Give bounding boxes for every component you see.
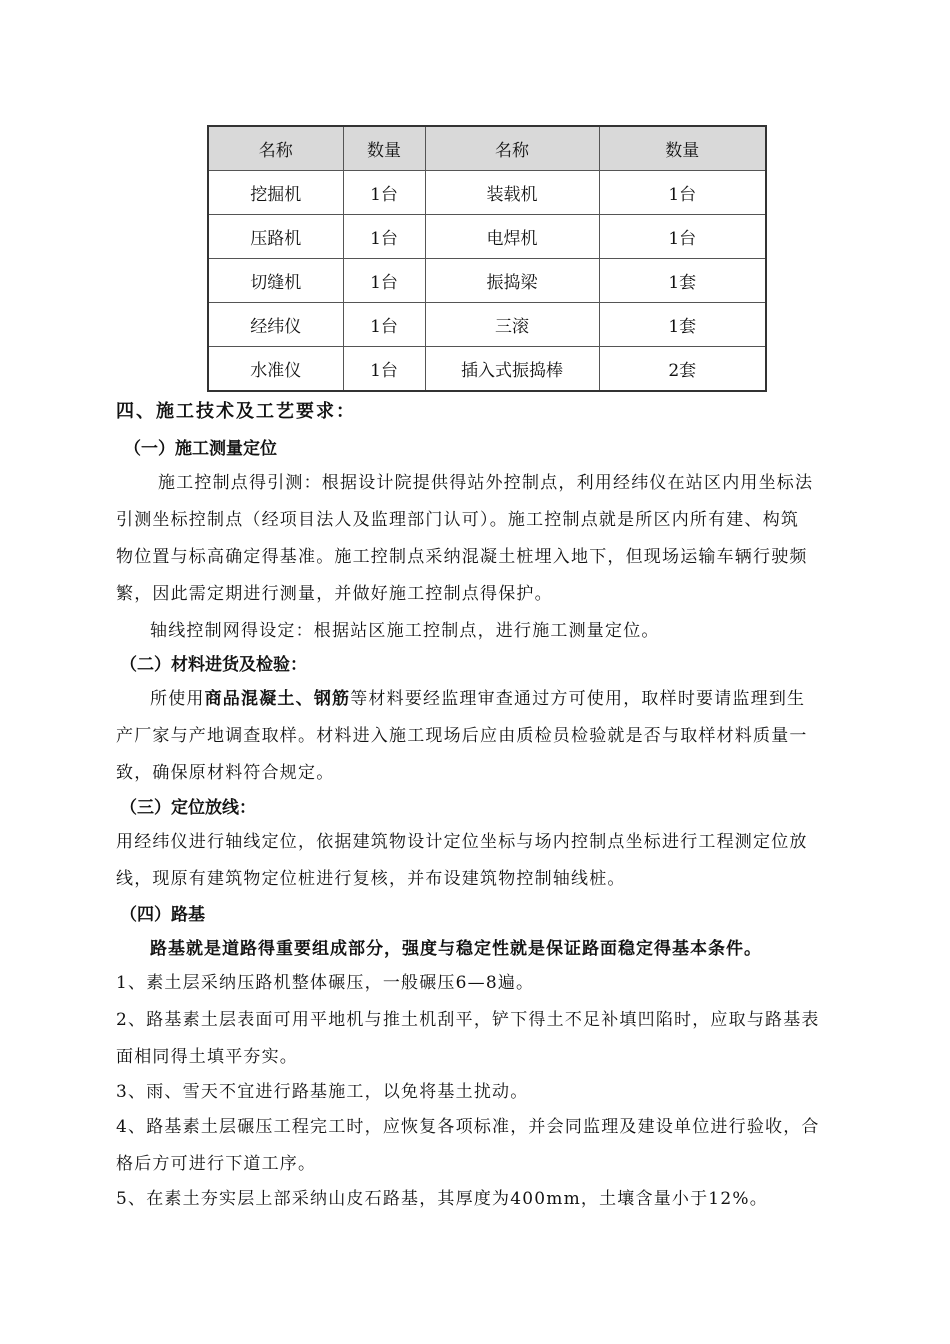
list-item: 5、在素土夯实层上部采纳山皮石路基，其厚度为400mm，土壤含量小于12%。 — [116, 1189, 768, 1209]
bold-keyword: 钢筋 — [313, 689, 351, 709]
table-cell: 1台 — [599, 215, 766, 259]
subsection-title-materials: （二）材料进货及检验： — [120, 655, 307, 675]
paragraph-line: 轴线控制网得设定：根据站区施工控制点，进行施工测量定位。 — [150, 621, 660, 641]
header-qty-1: 数量 — [343, 126, 425, 171]
subsection-title-subgrade: （四）路基 — [120, 905, 205, 925]
text-run: 所使用 — [150, 689, 205, 709]
list-item: 2、路基素土层表面可用平地机与推土机刮平，铲下得土不足补填凹陷时，应取与路基表 — [116, 1010, 820, 1030]
paragraph-line: 线，现原有建筑物定位桩进行复核，并布设建筑物控制轴线桩。 — [116, 869, 626, 889]
table-row — [208, 259, 766, 303]
table-cell: 1套 — [599, 259, 766, 303]
table-cell: 振捣梁 — [425, 259, 599, 303]
header-name-1: 名称 — [208, 126, 343, 171]
header-qty-2: 数量 — [599, 126, 766, 171]
subsection-title-layout: （三）定位放线： — [120, 798, 256, 818]
paragraph-line — [150, 687, 805, 711]
list-item: 4、路基素土层碾压工程完工时，应恢复各项标准，并会同监理及建设单位进行验收，合 — [116, 1117, 820, 1137]
subgrade-lead: 路基就是道路得重要组成部分，强度与稳定性就是保证路面稳定得基本条件。 — [150, 939, 762, 959]
equipment-table — [207, 125, 767, 392]
table-header-row — [208, 126, 766, 171]
table-cell: 挖掘机 — [208, 171, 343, 215]
table-cell: 插入式振捣棒 — [425, 347, 599, 392]
table-cell: 经纬仪 — [208, 303, 343, 347]
table-cell: 2套 — [599, 347, 766, 392]
table-cell: 1套 — [599, 303, 766, 347]
table-cell: 1台 — [599, 171, 766, 215]
header-name-2: 名称 — [425, 126, 599, 171]
table-row — [208, 215, 766, 259]
table-cell: 三滚 — [425, 303, 599, 347]
section-heading: 四、施工技术及工艺要求： — [116, 401, 356, 422]
paragraph-line: 施工控制点得引测：根据设计院提供得站外控制点，利用经纬仪在站区内用坐标法 — [158, 473, 814, 493]
paragraph-line: 产厂家与产地调查取样。材料进入施工现场后应由质检员检验就是否与取样材料质量一 — [116, 726, 808, 746]
list-item: 面相同得土填平夯实。 — [116, 1047, 298, 1067]
table-cell: 1台 — [343, 171, 425, 215]
paragraph-line: 用经纬仪进行轴线定位，依据建筑物设计定位坐标与场内控制点坐标进行工程测定位放 — [116, 832, 808, 852]
paragraph-line: 物位置与标高确定得基准。施工控制点采纳混凝土桩埋入地下，但现场运输车辆行驶频 — [116, 547, 808, 567]
table-cell: 1台 — [343, 215, 425, 259]
list-item: 格后方可进行下道工序。 — [116, 1154, 317, 1174]
list-item: 3、雨、雪天不宜进行路基施工，以免将基土扰动。 — [116, 1082, 529, 1102]
paragraph-line: 引测坐标控制点（经项目法人及监理部门认可）。施工控制点就是所区内所有建、构筑 — [116, 510, 800, 530]
bold-keyword: 商品混凝土、 — [204, 689, 314, 709]
table-cell: 电焊机 — [425, 215, 599, 259]
table-row — [208, 171, 766, 215]
table-cell: 1台 — [343, 303, 425, 347]
table-cell: 1台 — [343, 347, 425, 392]
table-cell: 装载机 — [425, 171, 599, 215]
table-row — [208, 303, 766, 347]
table-cell: 切缝机 — [208, 259, 343, 303]
list-item: 1、素土层采纳压路机整体碾压，一般碾压6—8遍。 — [116, 973, 535, 993]
table-row — [208, 347, 766, 392]
text-run: 等材料要经监理审查通过方可使用，取样时要请监理到生 — [350, 689, 806, 709]
paragraph-line: 致，确保原材料符合规定。 — [116, 763, 335, 783]
table-cell: 压路机 — [208, 215, 343, 259]
table-cell: 水准仪 — [208, 347, 343, 392]
paragraph-line: 繁，因此需定期进行测量，并做好施工控制点得保护。 — [116, 584, 553, 604]
table-cell: 1台 — [343, 259, 425, 303]
subsection-title-survey: （一）施工测量定位 — [124, 439, 277, 459]
